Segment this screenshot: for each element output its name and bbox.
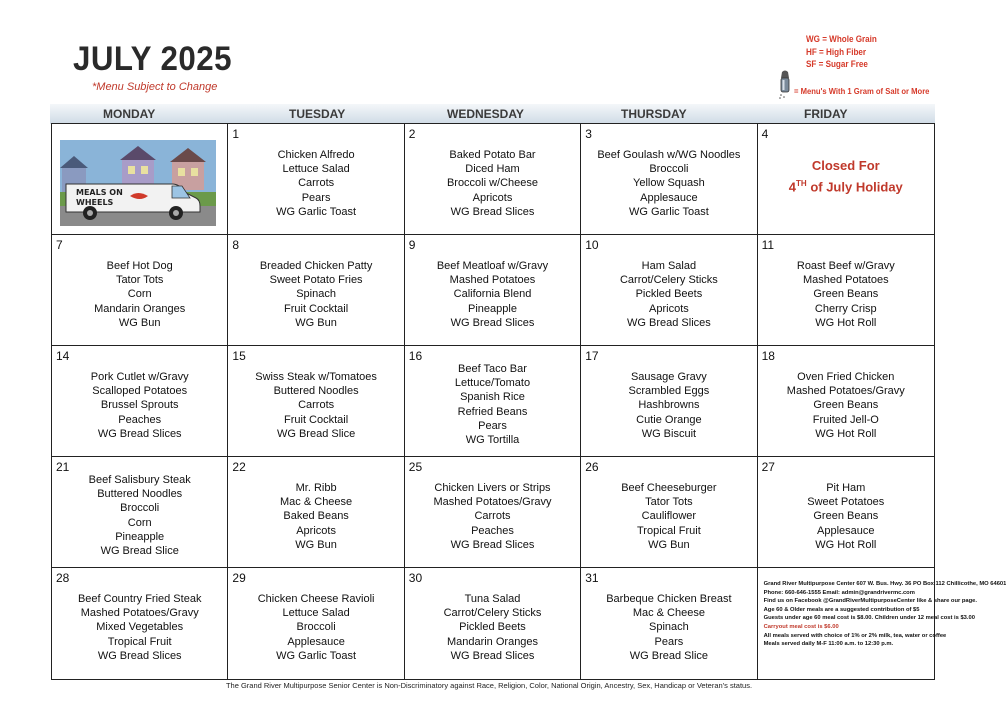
menu-item: Green Beans [813,399,879,412]
menu-item: Green Beans [813,510,879,523]
menu-items [581,481,756,552]
day-number: 30 [408,571,423,585]
menu-item: Chicken Livers or Strips [434,482,551,494]
calendar-cell [228,346,404,457]
menu-item: Chicken Cheese Ravioli [257,593,375,605]
menu-items [405,362,580,447]
menu-item: Pickled Beets [459,621,526,634]
day-number: 26 [585,460,599,474]
menu-item: Mandarin Oranges [446,635,539,648]
calendar-cell [52,124,228,235]
menu-item: Mac & Cheese [632,607,705,620]
calendar-cell [758,235,934,346]
menu-item: Mixed Vegetables [96,621,184,634]
menu-item: Scrambled Eggs [628,385,710,398]
calendar-cell [758,568,1006,679]
menu-item: Tator Tots [645,496,693,509]
center-info [763,580,1006,649]
menu-item: WG Garlic Toast [276,649,357,662]
menu-item: WG Bread Slices [97,427,182,440]
menu-item: Lettuce Salad [282,163,350,176]
closed-line-2: 4TH of July Holiday [788,179,903,195]
calendar-cell [581,346,757,457]
menu-item: Breaded Chicken Patty [259,260,373,272]
menu-item: Apricots [472,191,513,204]
menu-item: Refried Beans [457,405,528,418]
menu-item: WG Bread Slices [97,649,182,662]
menu-item: Chicken Alfredo [277,149,355,161]
menu-item: Fruited Jell-O [812,413,879,426]
menu-item: WG Bun [118,316,161,329]
menu-item: Carrots [474,510,511,523]
menu-item: WG Hot Roll [815,427,877,440]
day-number: 14 [56,349,70,363]
menu-item: Tropical Fruit [107,635,172,648]
calendar-cell [228,457,404,568]
calendar-cell [405,235,581,346]
salt-legend-text: = Menu's With 1 Gram of Salt or More [794,86,930,96]
menu-items [758,481,934,552]
menu-item: WG Tortilla [465,434,520,447]
day-number: 15 [232,349,246,363]
day-number: 2 [408,127,416,141]
calendar-cell [52,346,228,457]
menu-item: Apricots [296,524,336,537]
menu-item: Broccoli [296,621,336,634]
menu-item: WG Bun [648,538,690,551]
menu-items [52,473,227,558]
legend-item: HF = High Fiber [806,46,867,57]
menu-item: Pears [301,191,331,204]
calendar-cell [405,457,581,568]
menu-items [581,259,756,330]
calendar-cell [52,568,228,679]
calendar-cell [581,568,757,679]
weekday-label: WEDNESDAY [447,107,524,121]
menu-item: WG Garlic Toast [628,205,709,218]
menu-item: Beef Hot Dog [106,260,173,272]
menu-items [405,148,580,219]
menu-item: WG Bread Slices [450,649,535,662]
calendar-cell [758,457,934,568]
menu-item: Mashed Potatoes/Gravy [433,496,552,509]
calendar-grid [51,123,1006,680]
day-number: 8 [232,238,240,252]
menu-item: Pineapple [468,302,517,315]
menu-item: Mashed Potatoes/Gravy [80,607,199,620]
menu-item: Carrot/Celery Sticks [619,274,718,287]
info-line: Meals served daily M-F 11:00 a.m. to 12:30 p.m. [763,641,894,648]
calendar-cell [581,457,757,568]
info-line: Phone: 660-646-1555 Email: admin@grandrivermc.com [763,589,915,596]
day-number: 10 [585,238,599,252]
menu-item: Roast Beef w/Gravy [796,260,895,272]
menu-item: Beef Meatloaf w/Gravy [436,260,549,272]
weekday-label: TUESDAY [289,107,346,121]
menu-item: Broccoli w/Cheese [446,177,539,190]
menu-item: Cherry Crisp [814,302,877,315]
menu-item: Carrot/Celery Sticks [443,607,542,620]
day-number: 1 [232,127,240,141]
salt-shaker-icon [778,70,792,100]
menu-item: Mashed Potatoes [802,274,889,287]
menu-items [228,481,403,552]
menu-items [405,481,580,552]
menu-item: WG Bread Slices [450,316,535,329]
menu-item: WG Bread Slices [627,316,711,329]
menu-item: Swiss Steak w/Tomatoes [255,371,377,383]
menu-item: WG Bun [295,538,337,551]
menu-item: Carrots [298,177,335,190]
menu-item: Brussel Sprouts [100,399,179,412]
menu-item: Cauliflower [641,510,697,523]
menu-item: WG Garlic Toast [276,205,357,218]
info-line: Grand River Multipurpose Center 607 W. Bus. Hwy. 36 PO Box 112 Chillicothe, MO 64601 [763,581,1006,587]
day-number: 21 [56,460,70,474]
calendar-cell [52,235,228,346]
menu-item: Pears [478,419,507,432]
menu-items [405,259,580,330]
info-line: Carryout meal cost is $6.00 [763,623,839,630]
menu-item: Mr. Ribb [295,482,337,494]
day-number: 29 [232,571,246,585]
info-line: Guests under age 60 meal cost is $8.00. Children under 12 meal cost is $3.00 [763,615,975,622]
menu-item: Green Beans [813,288,879,301]
page-title: JULY 2025 [73,40,232,78]
menu-items [581,592,756,663]
calendar-cell [581,124,757,235]
menu-item: WG Bread Slice [276,427,356,440]
menu-item: Lettuce Salad [282,607,350,620]
menu-item: Ham Salad [641,260,697,272]
calendar-cell [405,568,581,679]
menu-item: Sweet Potatoes [807,496,885,509]
menu-item: Sweet Potato Fries [269,274,363,287]
legend-item: WG = Whole Grain [806,34,877,44]
calendar-cell [228,568,404,679]
closed-line-1: Closed For [811,158,880,173]
menu-item: Tuna Salad [464,593,521,605]
weekday-header [50,104,935,124]
menu-item: Pork Cutlet w/Gravy [90,371,189,383]
menu-item: Corn [127,516,152,529]
salt-legend [776,70,930,100]
meals-on-wheels-logo [60,140,216,226]
day-number: 7 [56,238,63,252]
day-number: 4 [761,127,769,141]
menu-item: Beef Taco Bar [458,363,527,375]
menu-item: Beef Goulash w/WG Noodles [597,149,741,161]
menu-item: Baked Potato Bar [449,149,536,161]
menu-item: WG Biscuit [641,427,697,440]
calendar-cell [405,346,581,457]
menu-items [228,592,403,663]
menu-items [52,259,227,330]
menu-item: Beef Salisbury Steak [88,474,191,486]
info-line: Find us on Facebook @GrandRiverMultipurposeCenter like & share our page. [763,598,978,605]
calendar-cell [52,457,228,568]
menu-item: WG Bread Slices [450,205,535,218]
logo-text: MEALS ON [76,188,123,197]
menu-item: Oven Fried Chicken [797,371,895,383]
day-number: 22 [232,460,246,474]
menu-item: Scalloped Potatoes [92,385,188,398]
menu-item: WG Hot Roll [815,538,877,551]
menu-item: Yellow Squash [633,177,705,190]
menu-item: Peaches [118,413,162,426]
menu-item: Pit Ham [826,482,866,494]
menu-item: Broccoli [649,163,689,176]
menu-item: Beef Country Fried Steak [77,593,202,605]
menu-item: Mandarin Oranges [94,302,186,315]
menu-item: Hashbrowns [638,399,700,412]
menu-item: WG Bread Slice [100,545,179,558]
holiday-closed-notice [758,157,934,196]
menu-items [758,370,934,441]
menu-item: Corn [127,288,152,301]
menu-item: Applesauce [817,524,875,537]
menu-disclaimer: *Menu Subject to Change [92,81,218,93]
info-line: Age 60 & Older meals are a suggested contribution of $5 [763,606,920,613]
menu-item: Broccoli [120,502,160,515]
menu-item: WG Bun [295,316,337,329]
calendar-cell [228,235,404,346]
menu-item: Spinach [649,621,689,634]
menu-items [758,259,934,330]
menu-item: WG Bread Slice [629,649,709,662]
menu-item: Pears [654,635,684,648]
menu-item: Buttered Noodles [273,385,359,398]
calendar-cell [581,235,757,346]
day-number: 28 [56,571,70,585]
menu-item: Pickled Beets [635,288,703,301]
menu-item: Mashed Potatoes/Gravy [786,385,905,398]
menu-item: Applesauce [287,635,345,648]
menu-items [52,592,227,663]
menu-item: Fruit Cocktail [284,413,349,426]
day-number: 11 [761,238,775,252]
menu-item: Fruit Cocktail [284,302,349,315]
menu-item: Pineapple [115,530,165,543]
calendar-cell [405,124,581,235]
day-number: 27 [761,460,775,474]
menu-item: Spanish Rice [460,391,525,404]
menu-items [405,592,580,663]
weekday-label: FRIDAY [804,107,848,121]
menu-item: Cutie Orange [636,413,702,426]
menu-item: Diced Ham [465,163,520,176]
menu-item: Tator Tots [115,274,164,287]
menu-item: Buttered Noodles [97,488,183,501]
legend [806,33,877,71]
day-number: 3 [585,127,592,141]
menu-items [581,370,756,441]
menu-item: Peaches [471,524,514,537]
menu-item: WG Bread Slices [450,538,535,551]
menu-item: Sausage Gravy [630,371,707,383]
weekday-label: MONDAY [103,107,156,121]
menu-item: Lettuce/Tomato [454,377,531,390]
weekday-label: THURSDAY [621,107,687,121]
day-number: 17 [585,349,599,363]
info-line: All meals served with choice of 1% or 2% milk, tea, water or coffee [763,632,947,639]
menu-item: Baked Beans [283,510,349,523]
day-number: 18 [761,349,775,363]
menu-item: Spinach [296,288,336,301]
menu-item: Beef Cheeseburger [621,482,717,494]
svg-text:WHEELS: WHEELS [76,198,114,207]
non-discrimination-footer: The Grand River Multipurpose Senior Center is Non-Discriminatory against Race, Religion, Color, National Origin, Ancestry, Sex, Handicap or Veteran's status. [225,681,753,690]
menu-item: Barbeque Chicken Breast [606,593,732,605]
menu-items [228,259,403,330]
day-number: 9 [408,238,416,252]
calendar-cell [228,124,404,235]
menu-item: WG Hot Roll [815,316,877,329]
legend-item: SF = Sugar Free [806,59,868,69]
day-number: 31 [585,571,599,585]
menu-item: Applesauce [640,191,698,204]
menu-items [581,148,756,219]
menu-item: California Blend [453,288,532,301]
day-number: 16 [408,349,423,363]
menu-item: Tropical Fruit [637,524,701,537]
menu-item: Mashed Potatoes [449,274,536,287]
menu-item: Mac & Cheese [280,496,353,509]
menu-item: Carrots [298,399,335,412]
calendar-cell [758,346,934,457]
day-number: 25 [408,460,423,474]
menu-items [52,370,227,441]
menu-items [228,370,403,441]
calendar-cell [758,124,934,235]
menu-item: Apricots [649,302,689,315]
menu-items [228,148,403,219]
